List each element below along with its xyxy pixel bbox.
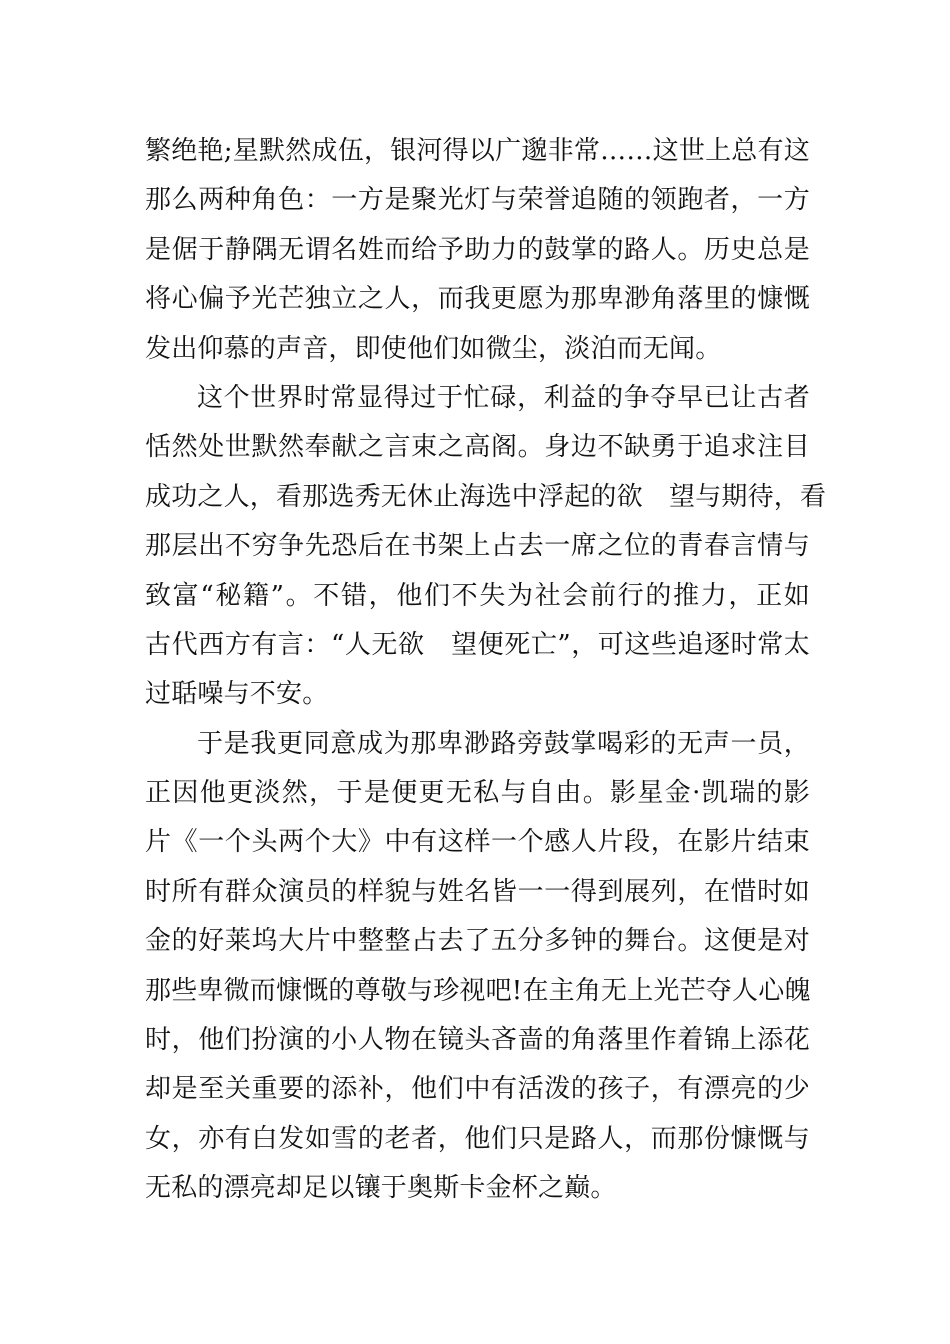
- text-line: 成功之人，看那选秀无休止海选中浮起的欲 望与期待，看: [145, 481, 827, 512]
- text-line: 于是我更同意成为那卑渺路旁鼓掌喝彩的无声一员，: [197, 728, 810, 759]
- text-line: 时所有群众演员的样貌与姓名皆一一得到展列，在惜时如: [145, 876, 810, 907]
- text-line: 金的好莱坞大片中整整占去了五分多钟的舞台。这便是对: [145, 926, 810, 957]
- paragraph-3: [145, 720, 810, 1214]
- text-line: 繁绝艳;星默然成伍，银河得以广邈非常……这世上总有这: [145, 136, 810, 166]
- paragraph-1: [145, 127, 810, 374]
- text-line: 女，亦有白发如雪的老者，他们只是路人，而那份慷慨与: [145, 1123, 810, 1154]
- text-line: 致富“秘籍”。不错，他们不失为社会前行的推力，正如: [145, 580, 810, 611]
- paragraph-2: [145, 374, 827, 720]
- text-line: 却是至关重要的添补，他们中有活泼的孩子，有漂亮的少: [145, 1074, 810, 1105]
- text-line: 那层出不穷争先恐后在书架上占去一席之位的青春言情与: [145, 531, 810, 562]
- text-line: 将心偏予光芒独立之人，而我更愿为那卑渺角落里的慷慨: [145, 284, 810, 315]
- text-line: 发出仰慕的声音，即使他们如微尘，淡泊而无闻。: [145, 333, 722, 364]
- text-line: 那些卑微而慷慨的尊敬与珍视吧!在主角无上光芒夺人心魄: [145, 975, 811, 1006]
- essay-body: [145, 127, 827, 1214]
- text-line: 片《一个头两个大》中有这样一个感人片段，在影片结束: [145, 827, 810, 858]
- text-line: 这个世界时常显得过于忙碌，利益的争夺早已让古者: [197, 382, 810, 413]
- text-line: 是倨于静隅无谓名姓而给予助力的鼓掌的路人。历史总是: [145, 234, 810, 265]
- text-line: 无私的漂亮却足以镶于奥斯卡金杯之巅。: [145, 1173, 617, 1204]
- text-line: 古代西方有言：“人无欲 望便死亡”，可这些追逐时常太: [145, 629, 810, 660]
- text-line: 过聒噪与不安。: [145, 679, 329, 710]
- text-line: 那么两种角色：一方是聚光灯与荣誉追随的领跑者，一方: [145, 185, 810, 216]
- text-line: 正因他更淡然，于是便更无私与自由。影星金·凯瑞的影: [145, 778, 810, 809]
- text-line: 时，他们扮演的小人物在镜头吝啬的角落里作着锦上添花: [145, 1025, 810, 1056]
- text-line: 恬然处世默然奉献之言束之高阁。身边不缺勇于追求注目: [145, 432, 810, 463]
